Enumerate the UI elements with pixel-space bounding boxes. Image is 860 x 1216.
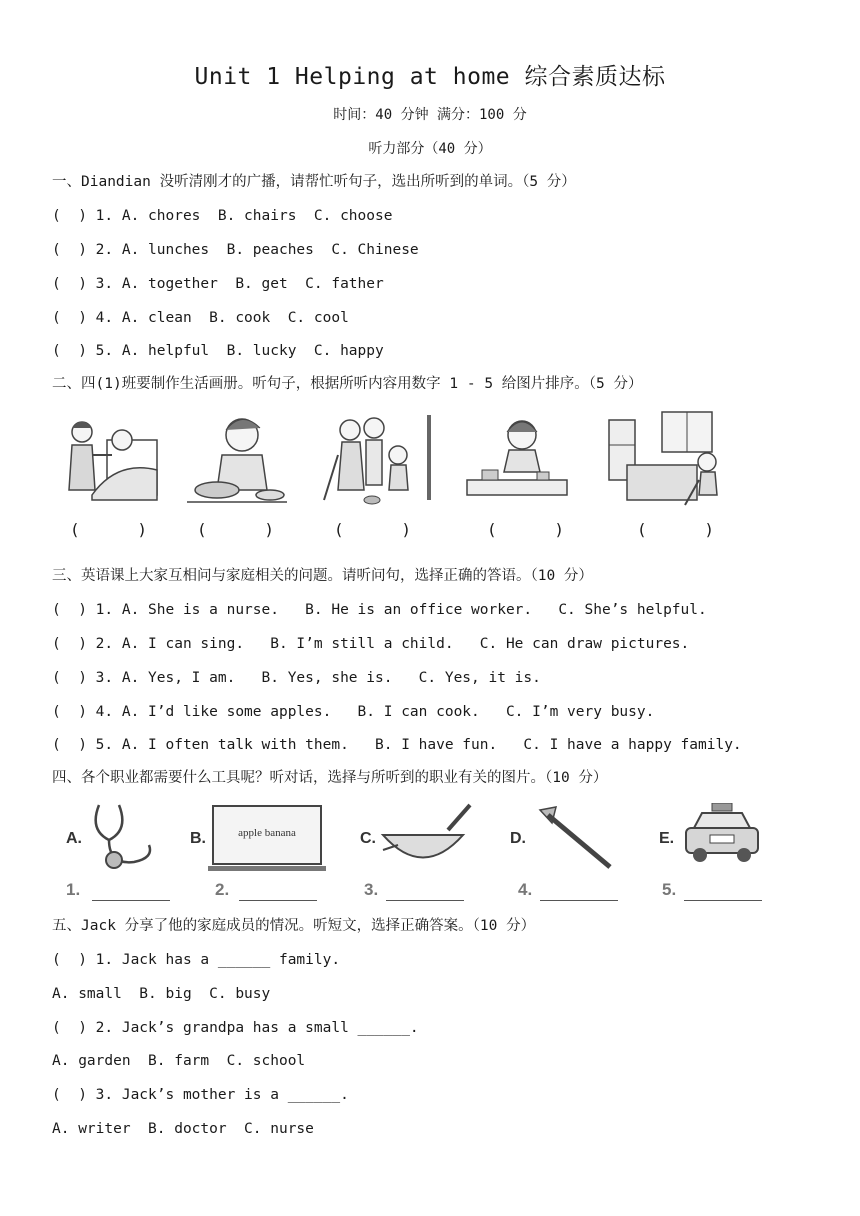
picture-order-blank[interactable]: ( ) [70, 520, 148, 539]
section4-heading: 四、各个职业都需要什么工具呢？听对话，选择与所听到的职业有关的图片。（10 分） [52, 770, 608, 786]
tool-letter: A. [66, 830, 82, 847]
question-line: ( ) 3. A. Yes, I am. B. Yes, she is. C. Yes, it is. [52, 670, 541, 686]
blackboard-icon [212, 805, 322, 865]
boy-cooking-picture [182, 410, 292, 510]
question-line: ( ) 3. Jack’s mother is a ______. [52, 1087, 349, 1103]
section1-heading: 一、Diandian 没听清刚才的广播，请帮忙听句子，选出所听到的单词。（5 分） [52, 174, 576, 190]
tool-letter: D. [510, 830, 526, 847]
answer-blank[interactable] [540, 900, 618, 901]
girl-tidying-table-picture [462, 410, 572, 510]
tool-letter: B. [190, 830, 206, 847]
answer-blank[interactable] [684, 900, 762, 901]
answer-blank[interactable] [386, 900, 464, 901]
section5-heading: 五、Jack 分享了他的家庭成员的情况。听短文，选择正确答案。（10 分） [52, 918, 536, 934]
question-line: ( ) 1. A. chores B. chairs C. choose [52, 208, 393, 224]
exam-info: 时间：40 分钟 满分：100 分 [333, 107, 527, 123]
page-title: Unit 1 Helping at home 综合素质达标 [194, 64, 666, 90]
shovel-icon [532, 805, 622, 875]
part-label: 听力部分（40 分） [368, 141, 492, 157]
family-cleaning-picture [322, 410, 432, 510]
girl-sweeping-living-room-picture [607, 410, 717, 510]
question-line: ( ) 2. A. I can sing. B. I’m still a child. C. He can draw pictures. [52, 636, 690, 652]
question-line: ( ) 4. A. clean B. cook C. cool [52, 310, 349, 326]
options-line: A. writer B. doctor C. nurse [52, 1121, 314, 1137]
taxi-icon [682, 803, 762, 868]
options-line: A. garden B. farm C. school [52, 1053, 306, 1069]
question-line: ( ) 1. A. She is a nurse. B. He is an office worker. C. She’s helpful. [52, 602, 707, 618]
answer-blank[interactable] [239, 900, 317, 901]
question-line: ( ) 5. A. I often talk with them. B. I have fun. C. I have a happy family. [52, 737, 742, 753]
question-line: ( ) 3. A. together B. get C. father [52, 276, 384, 292]
answer-number: 4. [518, 880, 533, 899]
picture-order-blank[interactable]: ( ) [487, 520, 565, 539]
stethoscope-icon [84, 800, 159, 875]
section2-heading: 二、四(1)班要制作生活画册。听句子，根据所听内容用数字 1 - 5 给图片排序。（5 分） [52, 376, 643, 392]
section3-heading: 三、英语课上大家互相问与家庭相关的问题。请听问句，选择正确的答语。（10 分） [52, 568, 593, 584]
tool-row [52, 795, 812, 905]
answer-number: 5. [662, 880, 677, 899]
question-line: ( ) 5. A. helpful B. lucky C. happy [52, 343, 384, 359]
picture-order-blank[interactable]: ( ) [334, 520, 412, 539]
tool-letter: E. [659, 830, 675, 847]
board-text: apple banana [238, 827, 296, 839]
picture-order-blank[interactable]: ( ) [637, 520, 715, 539]
question-line: ( ) 2. Jack’s grandpa has a small ______. [52, 1020, 419, 1036]
picture-row [52, 410, 812, 510]
tool-letter: C. [360, 830, 376, 847]
answer-number: 1. [66, 880, 81, 899]
wok-icon [378, 800, 478, 875]
question-line: ( ) 1. Jack has a ______ family. [52, 952, 341, 968]
answer-blank[interactable] [92, 900, 170, 901]
question-line: ( ) 4. A. I’d like some apples. B. I can cook. C. I’m very busy. [52, 704, 655, 720]
answer-number: 3. [364, 880, 379, 899]
picture-order-blank[interactable]: ( ) [197, 520, 275, 539]
question-line: ( ) 2. A. lunches B. peaches C. Chinese [52, 242, 419, 258]
options-line: A. small B. big C. busy [52, 986, 271, 1002]
answer-number: 2. [215, 880, 230, 899]
caring-for-grandparent-picture [57, 410, 167, 510]
